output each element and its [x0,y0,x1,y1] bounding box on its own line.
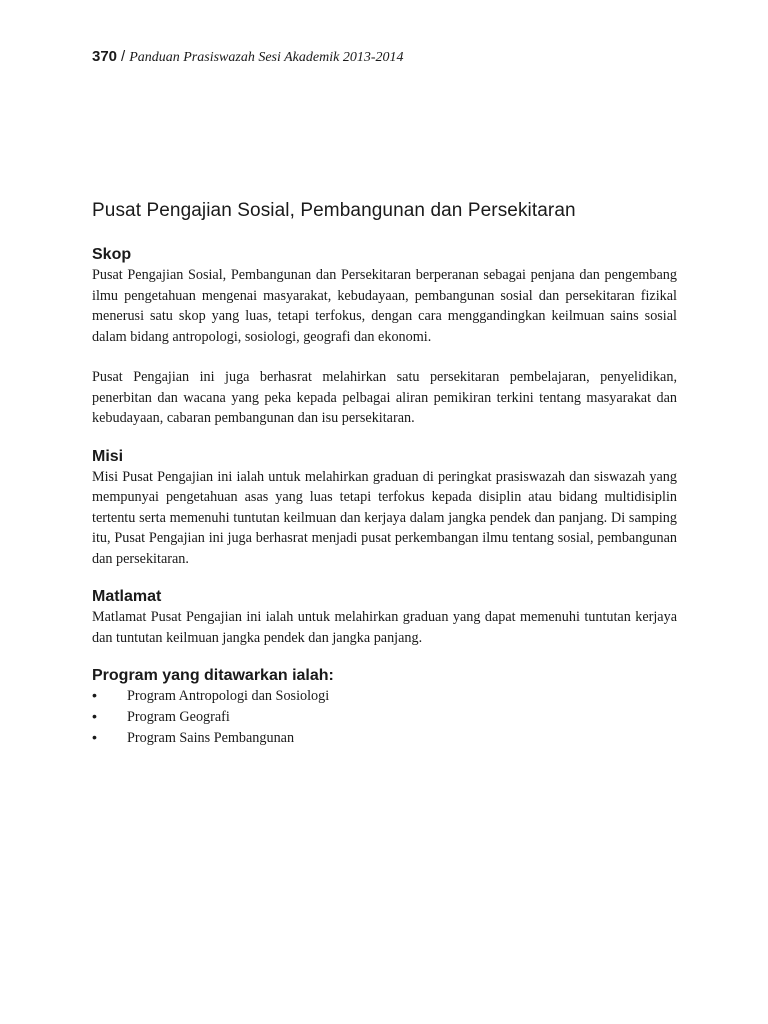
list-item [92,686,677,707]
misi-paragraph: Misi Pusat Pengajian ini ialah untuk melahirkan graduan di peringkat prasiswazah dan siswazah yang mempunyai pengetahuan asas yang luas tetapi terfokus kepada disiplin atau bidang multidisiplin tertentu serta memenuhi tuntutan keilmuan dan kerjaya dalam jangka pendek dan panjang. Di samping itu, Pusat Pengajian ini juga berhasrat menjadi pusat perkembangan ilmu tentang sosial, pembangunan dan persekitaran. [92,468,677,567]
bullet-icon: • [92,688,97,704]
matlamat-paragraph: Matlamat Pusat Pengajian ini ialah untuk melahirkan graduan yang dapat memenuhi tuntutan kerjaya dan tuntutan keilmuan jangka pendek dan jangka panjang. [92,609,677,646]
skop-paragraph-2: Pusat Pengajian ini juga berhasrat melahirkan satu persekitaran pembelajaran, penyelidikan, penerbitan dan wacana yang peka kepada pelbagai aliran pemikiran terkini tentang masyarakat dan kebudayaan, cabaran pembangunan dan isu persekitaran. [92,369,677,426]
list-item [92,728,677,749]
section-misi [92,447,677,570]
main-title: Pusat Pengajian Sosial, Pembangunan dan Persekitaran [92,200,576,221]
program-list [92,686,677,749]
program-item-label: Program Geografi [127,709,230,725]
skop-paragraph-1: Pusat Pengajian Sosial, Pembangunan dan Persekitaran berperanan sebagai penjana dan pengembang ilmu pengetahuan mengenai masyarakat, kebudayaan, pembangunan sosial dan persekitaran fizikal menerusi satu skop yang luas, tetapi terfokus, dengan cara menggandingkan keilmuan sains sosial dalam bidang antropologi, sosiologi, geografi dan ekonomi. [92,267,677,345]
header-title: Panduan Prasiswazah Sesi Akademik 2013-2014 [129,50,404,65]
section-program [92,666,677,749]
program-item-label: Program Antropologi dan Sosiologi [127,688,330,704]
section-heading-misi: Misi [92,447,124,465]
section-heading-program: Program yang ditawarkan ialah: [92,667,334,684]
program-item-label: Program Sains Pembangunan [127,730,295,746]
header-separator: / [121,48,126,65]
section-heading-matlamat: Matlamat [92,588,162,605]
bullet-icon: • [92,730,97,746]
section-skop [92,245,677,429]
list-item [92,707,677,728]
section-matlamat [92,587,677,648]
bullet-icon: • [92,709,97,725]
page-number: 370 [92,48,118,65]
page-content [92,200,677,749]
page-header [92,48,403,66]
section-heading-skop: Skop [92,246,132,263]
